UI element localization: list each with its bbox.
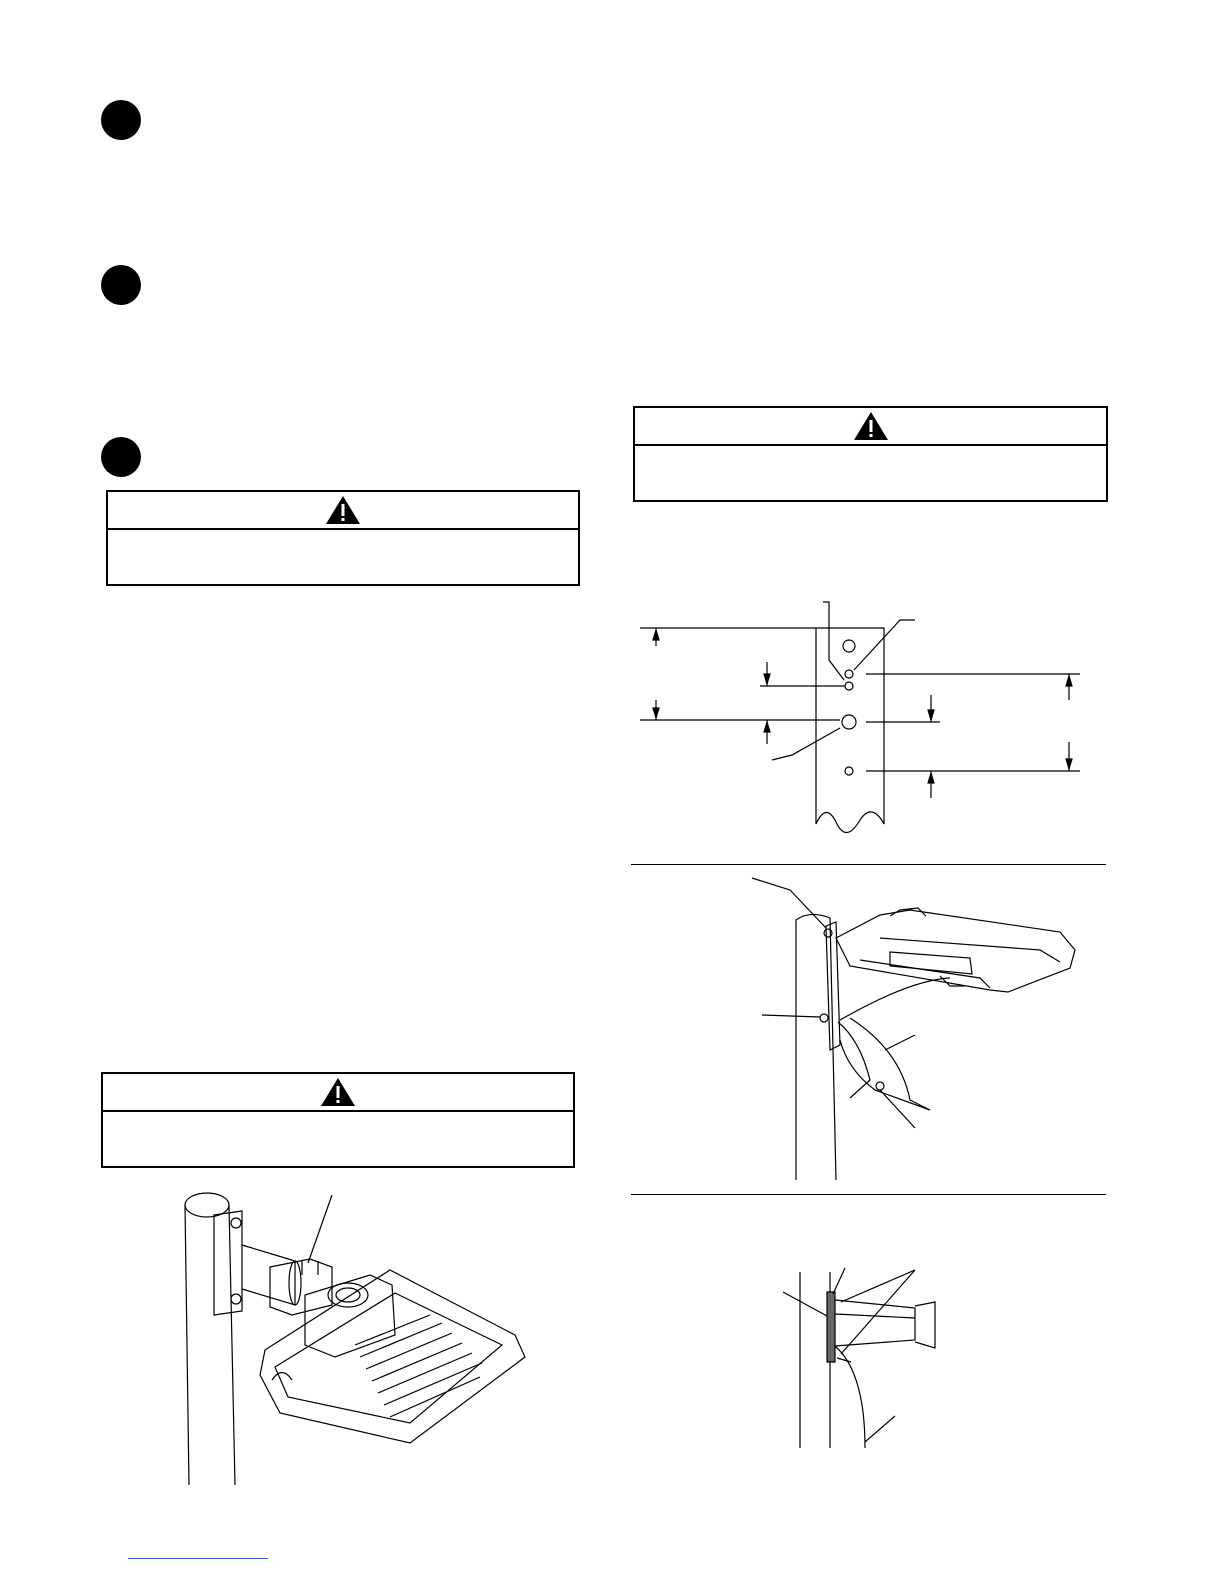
warning-box-step-3	[106, 490, 580, 586]
step-2-marker	[101, 265, 141, 305]
figure-divider-1	[631, 864, 1106, 865]
warning-triangle-icon	[853, 411, 889, 441]
footer-link-underline	[128, 1558, 268, 1559]
warning-header	[103, 1074, 573, 1112]
warning-triangle-icon	[325, 495, 361, 525]
warning-box-lower	[101, 1072, 575, 1168]
warning-triangle-icon	[320, 1077, 356, 1107]
bracket-cross-section-drawing	[775, 1262, 955, 1457]
warning-body	[108, 530, 578, 584]
warning-header	[108, 492, 578, 530]
warning-body	[103, 1112, 573, 1166]
warning-body	[635, 446, 1106, 500]
step-3-marker	[101, 437, 141, 477]
step-1-marker	[101, 100, 141, 140]
figure-divider-2	[631, 1194, 1106, 1195]
fixture-mounting-bracket-drawing	[740, 870, 1110, 1185]
pole-drilling-template-diagram	[640, 590, 1110, 855]
warning-box-right	[633, 406, 1108, 502]
pole-mounted-area-light-drawing	[180, 1185, 540, 1490]
warning-header	[635, 408, 1106, 446]
